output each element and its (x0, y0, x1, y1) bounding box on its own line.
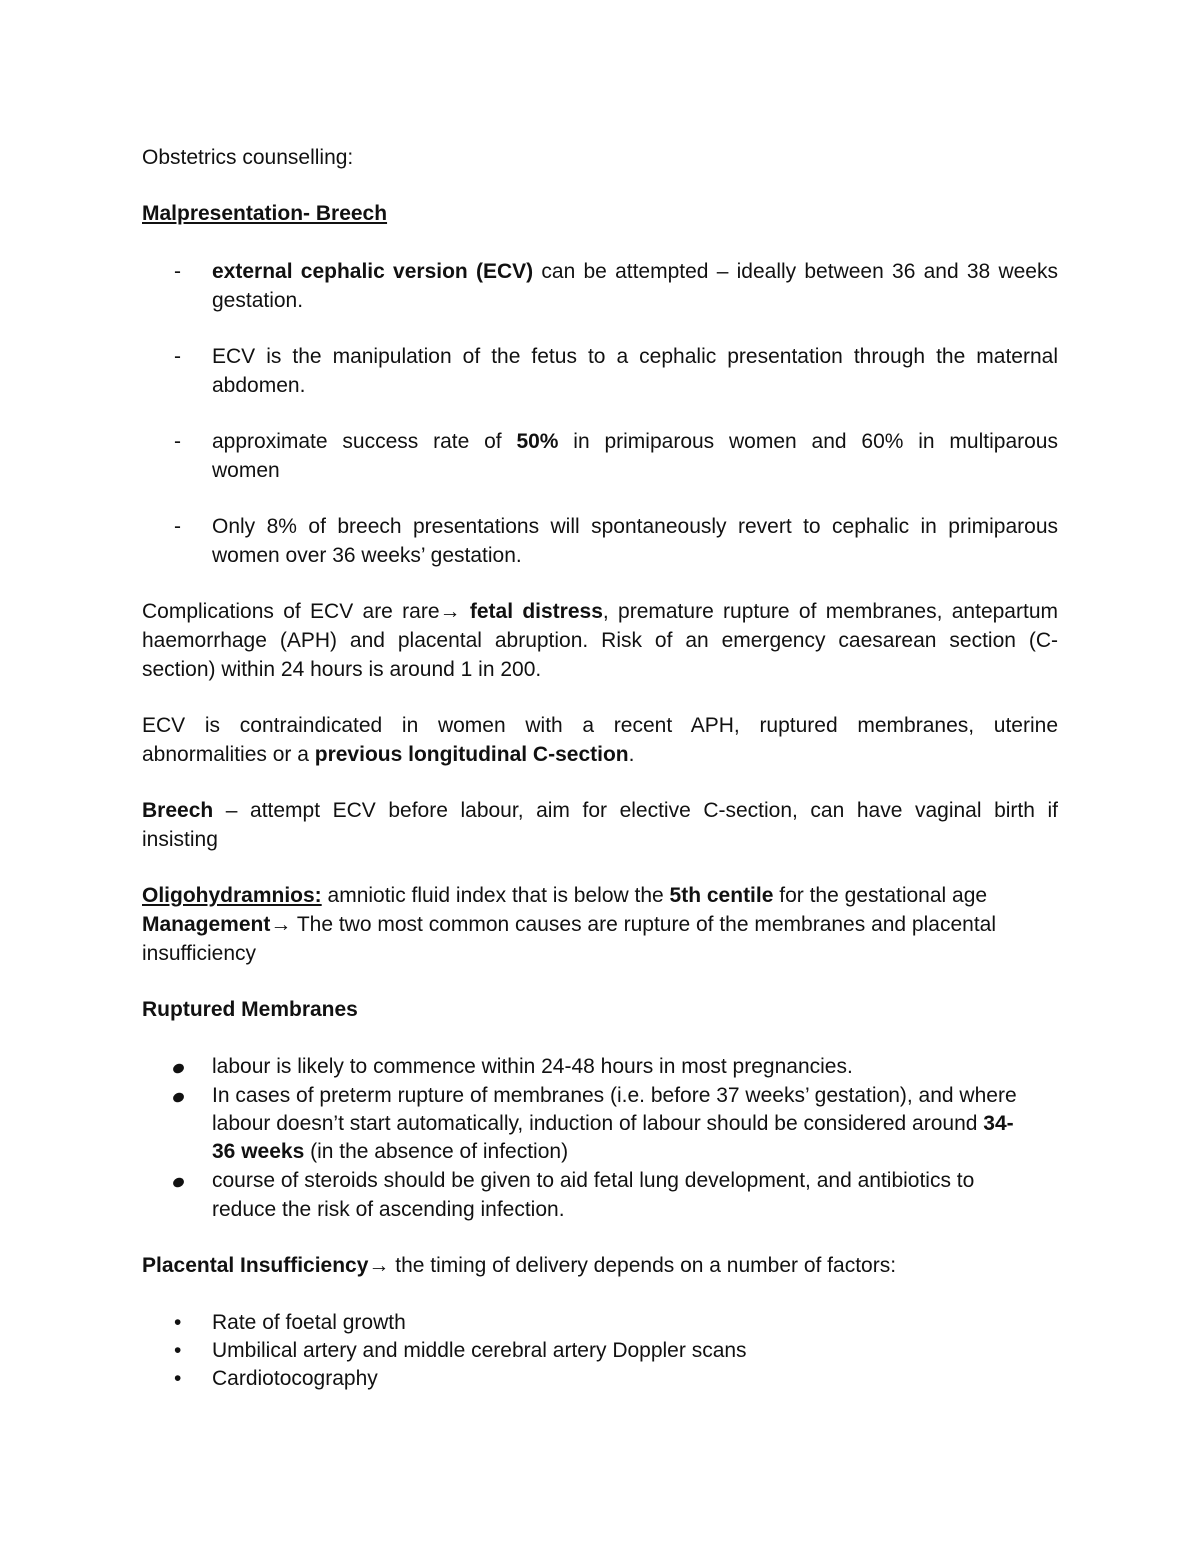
ecv-text: can be attempted – ideally between 36 and 38 weeks (533, 260, 1058, 283)
placental-factor-item: Cardiotocography (212, 1367, 378, 1390)
induction-weeks-start: 34- (983, 1112, 1014, 1135)
oligohydramnios-line-1 (142, 882, 987, 910)
dash-marker: - (174, 515, 181, 538)
list-item-ecv-cont: gestation. (212, 289, 304, 312)
induction-weeks-end: 36 weeks (212, 1140, 305, 1163)
section-heading-ruptured-membranes: Ruptured Membranes (142, 998, 358, 1021)
placental-insufficiency-line (142, 1252, 896, 1280)
bullet-icon (174, 1053, 183, 1081)
management-term: Management (142, 913, 271, 936)
complications-line-2: haemorrhage (APH) and placental abruption. Risk of an emergency caesarean section (C- (142, 629, 1058, 652)
list-item-manipulation-cont: abdomen. (212, 374, 306, 397)
list-item-success-rate-cont: women (212, 459, 280, 482)
breech-text: – attempt ECV before labour, aim for elective C-section, can have vaginal birth if (213, 799, 1058, 822)
oligohydramnios-rest: for the gestational age (773, 884, 988, 907)
dash-marker: - (174, 260, 181, 283)
bullet-icon: • (174, 1339, 182, 1362)
ecv-term: external cephalic version (ECV) (212, 260, 534, 283)
list-item-success-rate (212, 428, 1058, 456)
ruptured-bullet-3-line-2: reduce the risk of ascending infection. (212, 1198, 565, 1221)
contraindication-line-2 (142, 741, 634, 769)
bullet-icon: • (174, 1367, 182, 1390)
section-heading-malpresentation: Malpresentation- Breech (142, 202, 388, 225)
list-item-ecv (212, 258, 1058, 286)
bullet-icon (174, 1167, 183, 1195)
bullet-icon: • (174, 1311, 182, 1334)
list-item-spontaneous-revert-cont: women over 36 weeks’ gestation. (212, 544, 522, 567)
induction-text: labour doesn’t start automatically, induction of labour should be considered around (212, 1112, 984, 1135)
management-line (142, 911, 996, 939)
bullet-icon (174, 1082, 183, 1110)
document-title: Obstetrics counselling: (142, 146, 354, 169)
oligohydramnios-text: amniotic fluid index that is below the (321, 884, 670, 907)
ruptured-bullet-2-line-3 (212, 1138, 568, 1166)
list-item-spontaneous-revert: Only 8% of breech presentations will spontaneously revert to cephalic in primiparous (212, 515, 1058, 538)
success-rate-text: approximate success rate of (212, 430, 517, 453)
list-item-manipulation: ECV is the manipulation of the fetus to a cephalic presentation through the maternal (212, 345, 1058, 368)
success-rate-rest: in primiparous women and 60% in multiparous (558, 430, 1058, 453)
induction-rest: (in the absence of infection) (304, 1140, 569, 1163)
placental-factor-item: Rate of foetal growth (212, 1311, 406, 1334)
breech-line-2: insisting (142, 828, 218, 851)
complications-rest: , premature rupture of membranes, antepartum (602, 600, 1058, 623)
fetal-distress-term: fetal distress (460, 600, 603, 623)
ruptured-bullet-2-line-2 (212, 1110, 1014, 1138)
arrow-icon: → (439, 600, 461, 623)
arrow-icon: → (270, 913, 292, 936)
management-text: The two most common causes are rupture of the membranes and placental (291, 913, 996, 936)
ruptured-bullet-3-line-1: course of steroids should be given to aid fetal lung development, and antibiotics to (212, 1169, 975, 1192)
breech-line-1 (142, 797, 1058, 825)
contraindication-end: . (628, 743, 635, 766)
placental-factor-item: Umbilical artery and middle cerebral artery Doppler scans (212, 1339, 747, 1362)
previous-c-section-term: previous longitudinal C-section (314, 743, 629, 766)
placental-insufficiency-text: the timing of delivery depends on a number of factors: (389, 1254, 897, 1277)
ruptured-bullet-2-line-1: In cases of preterm rupture of membranes (i.e. before 37 weeks’ gestation), and where (212, 1084, 1017, 1107)
complications-text: Complications of ECV are rare (142, 600, 440, 623)
oligohydramnios-heading: Oligohydramnios: (142, 884, 322, 907)
success-rate-value: 50% (516, 430, 559, 453)
management-line-cont: insufficiency (142, 942, 257, 965)
breech-term: Breech (142, 799, 214, 822)
contraindication-line-1: ECV is contraindicated in women with a recent APH, ruptured membranes, uterine (142, 714, 1058, 737)
complications-line-1 (142, 598, 1058, 626)
complications-line-3: section) within 24 hours is around 1 in 200. (142, 658, 542, 681)
fifth-centile-term: 5th centile (669, 884, 774, 907)
dash-marker: - (174, 430, 181, 453)
arrow-icon: → (368, 1254, 390, 1277)
placental-insufficiency-heading: Placental Insufficiency (142, 1254, 369, 1277)
contraindication-text: abnormalities or a (142, 743, 315, 766)
ruptured-bullet-1: labour is likely to commence within 24-48 hours in most pregnancies. (212, 1055, 853, 1078)
dash-marker: - (174, 345, 181, 368)
